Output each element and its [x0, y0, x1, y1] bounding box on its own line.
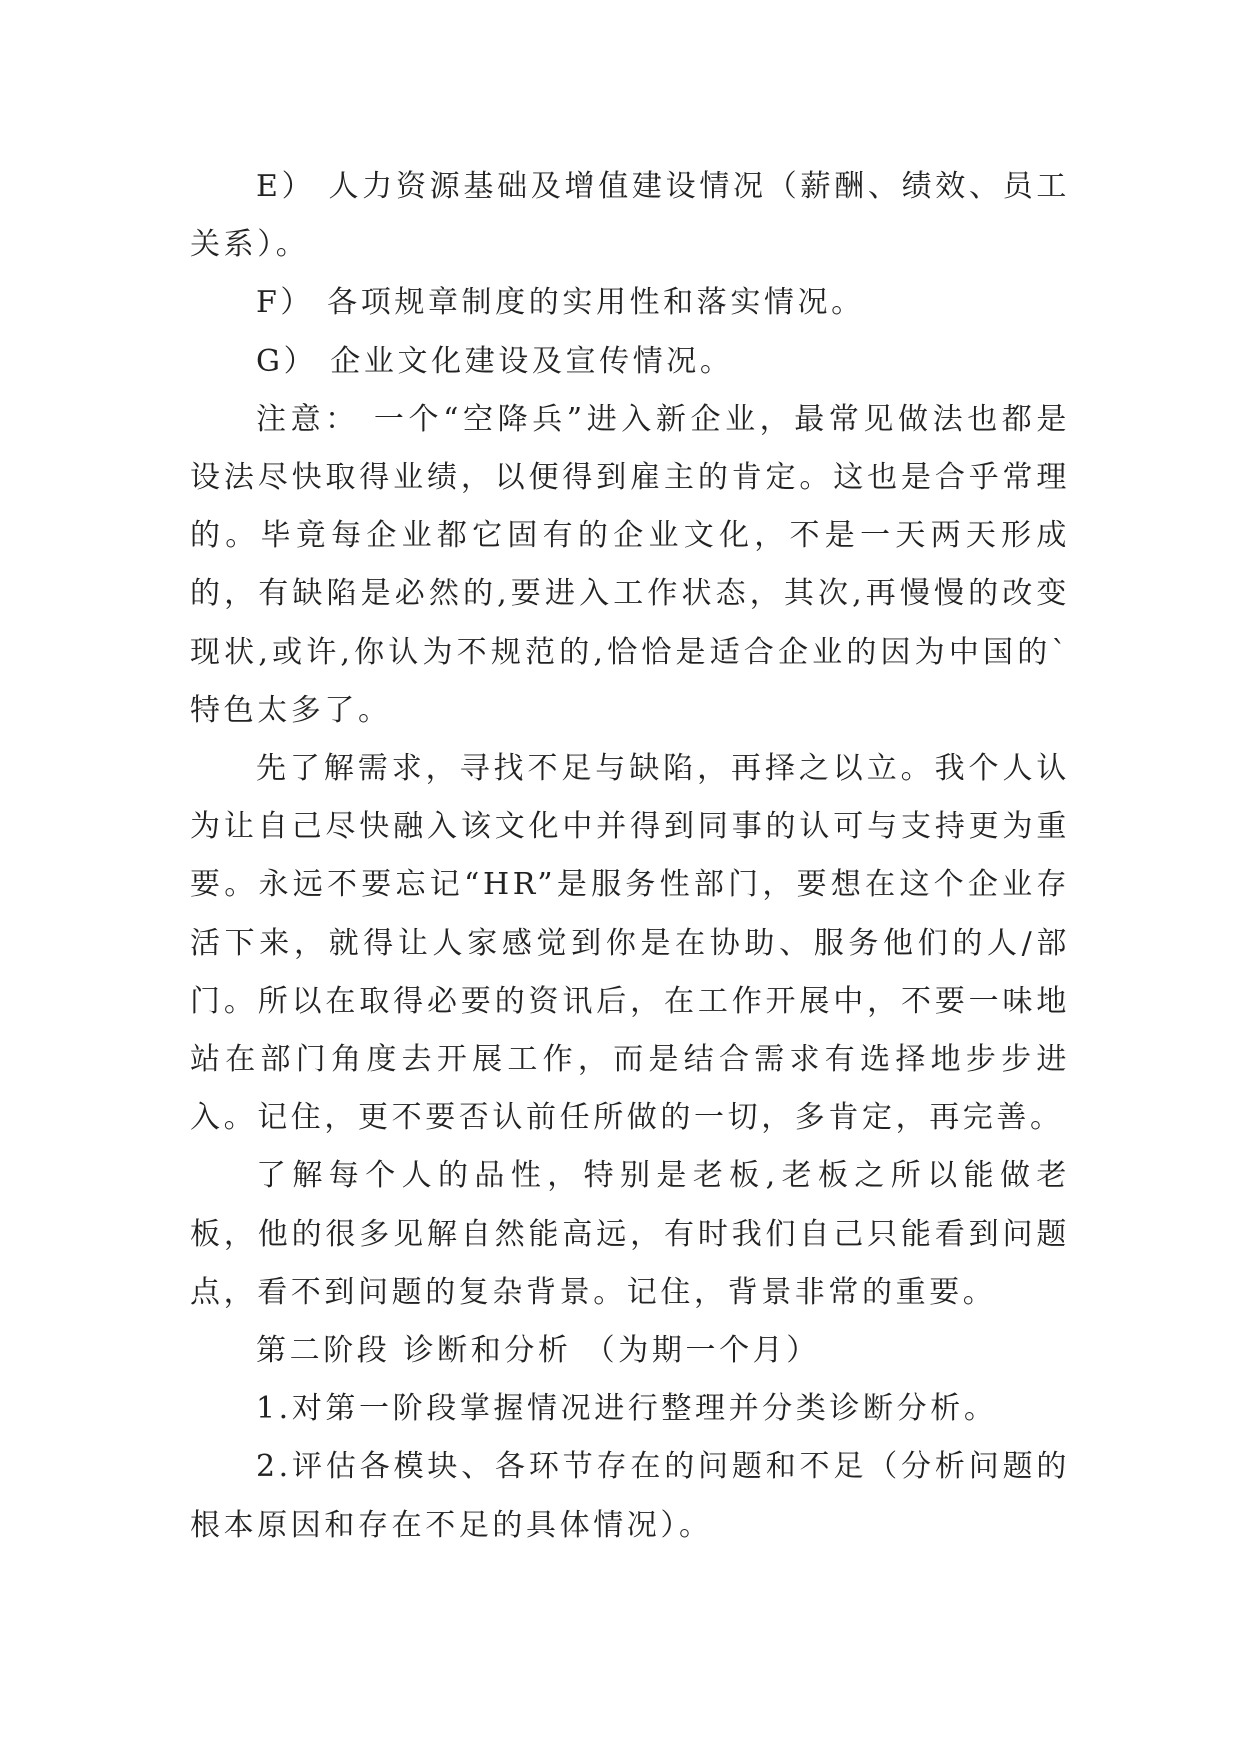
paragraph-item-f: F） 各项规章制度的实用性和落实情况。: [256, 285, 865, 321]
paragraph-understand-needs: 先了解需求，寻找不足与缺陷，再择之以立。我个人认为让自己尽快融入该文化中并得到同事的认可与支持更为重要。永远不要忘记“HR”是服务性部门，要想在这个企业存活下来，就得让人家感觉到你是在协助、服务他们的人/部门。所以在取得必要的资讯后，在工作开展中，不要一味地站在部门角度去开展工作，而是结合需求有选择地步步进入。记住，更不要否认前任所做的一切，多肯定，再完善。: [190, 751, 1070, 1136]
paragraph-understand-people: 了解每个人的品性，特别是老板,老板之所以能做老板，他的很多见解自然能高远，有时我们自己只能看到问题点，看不到问题的复杂背景。记住，背景非常的重要。: [190, 1158, 1070, 1310]
list-item-1: 1.对第一阶段掌握情况进行整理并分类诊断分析。: [256, 1391, 998, 1427]
document-body: [190, 158, 1070, 1555]
list-item-2: 2.评估各模块、各环节存在的问题和不足（分析问题的根本原因和存在不足的具体情况）。: [190, 1449, 1070, 1543]
paragraph-item-g: G） 企业文化建设及宣传情况。: [256, 343, 734, 379]
paragraph-note: 注意： 一个“空降兵”进入新企业，最常见做法也都是设法尽快取得业绩，以便得到雇主的肯定。这也是合乎常理的。毕竟每企业都它固有的企业文化，不是一天两天形成的，有缺陷是必然的,要进入工作状态，其次,再慢慢的改变现状,或许,你认为不规范的,恰恰是适合企业的因为中国的`特色太多了。: [190, 401, 1070, 728]
paragraph-item-e: E） 人力资源基础及增值建设情况（薪酬、绩效、员工关系）。: [190, 169, 1070, 263]
section-heading-stage-two: 第二阶段 诊断和分析 （为期一个月）: [256, 1333, 820, 1369]
